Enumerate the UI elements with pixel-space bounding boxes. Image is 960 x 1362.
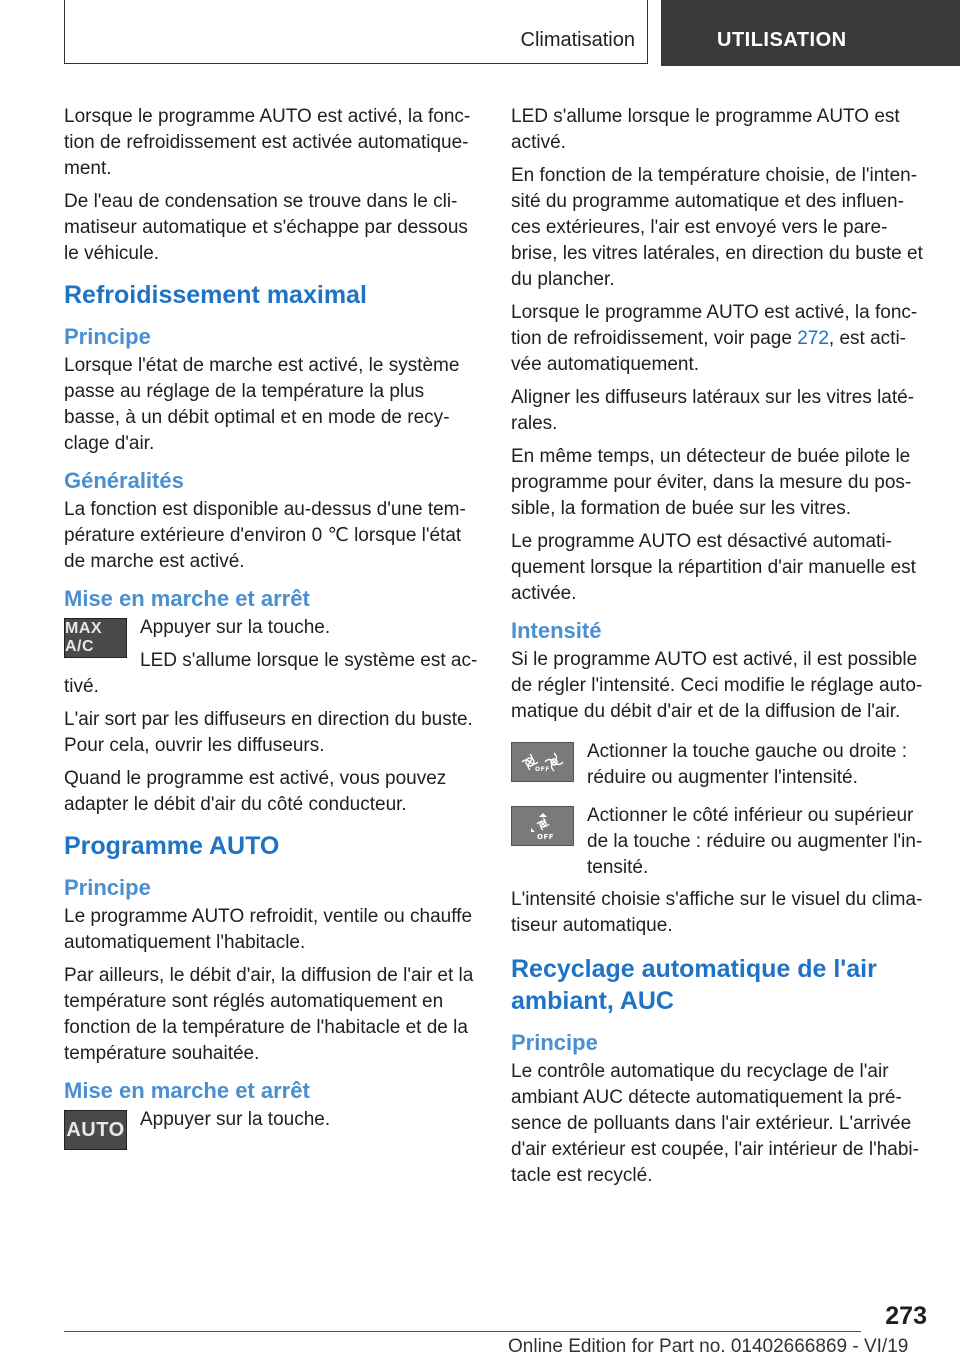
footer-divider bbox=[64, 1331, 861, 1332]
heading-intensite: Intensité bbox=[511, 618, 602, 643]
heading-mise-en-marche: Mise en marche et arrêt bbox=[64, 1078, 310, 1103]
paragraph: Quand le programme est activé, vous pouvez adapter le débit d'air du côté conducteur. bbox=[64, 768, 447, 815]
paragraph: Lorsque le programme AUTO est activé, la fonction de refroidissement est activée automatiquement. bbox=[64, 106, 471, 179]
maxac-button-icon bbox=[64, 618, 127, 658]
auto-instruction bbox=[64, 1107, 480, 1161]
paragraph: Actionner la touche gauche ou droite : réduire ou augmenter l'intensité. bbox=[587, 741, 908, 788]
fan-intensity-left-right-icon bbox=[511, 742, 574, 782]
svg-text:OFF: OFF bbox=[536, 833, 554, 841]
intensity-ud-instruction bbox=[511, 803, 927, 881]
paragraph: Par ailleurs, le débit d'air, la diffusion de l'air et la température sont réglés automatiquement en fonction de la température de l'habitacle et de la température souhaitée. bbox=[64, 965, 474, 1064]
heading-refroidissement-maximal: Refroidissement maximal bbox=[64, 281, 367, 309]
heading-mise-en-marche: Mise en marche et arrêt bbox=[64, 586, 310, 611]
heading-generalites: Généralités bbox=[64, 468, 184, 493]
paragraph: Aligner les diffuseurs latéraux sur les vitres latérales. bbox=[511, 387, 915, 434]
maxac-label: MAX A/C bbox=[65, 620, 103, 655]
header-section-box bbox=[64, 0, 648, 64]
maxac-instruction bbox=[64, 615, 480, 669]
heading-principe: Principe bbox=[64, 875, 151, 900]
paragraph: LED s'allume lorsque le système est activé. bbox=[64, 650, 478, 697]
paragraph: L'air sort par les diffuseurs en direction du buste. Pour cela, ouvrir les diffuseurs. bbox=[64, 709, 473, 756]
paragraph: L'intensité choisie s'affiche sur le visuel du climatiseur automatique. bbox=[511, 889, 923, 936]
right-column bbox=[511, 104, 927, 1196]
intensity-lr-instruction bbox=[511, 739, 927, 793]
paragraph: Appuyer sur la touche. bbox=[140, 617, 331, 638]
footer-edition: Online Edition for Part no. 01402666869 - VI/19 bbox=[508, 1336, 909, 1357]
page-reference-link[interactable]: 272 bbox=[797, 328, 829, 349]
page-number: 273 bbox=[885, 1302, 927, 1330]
heading-principe: Principe bbox=[511, 1030, 598, 1055]
auto-label: AUTO bbox=[66, 1118, 125, 1141]
paragraph: Si le programme AUTO est activé, il est possible de régler l'intensité. Ceci modifie le réglage automatique du débit d'air et de la diffusion de l'air. bbox=[511, 649, 923, 722]
left-column bbox=[64, 104, 480, 1167]
paragraph bbox=[511, 300, 927, 378]
paragraph: Appuyer sur la touche. bbox=[140, 1109, 331, 1130]
paragraph: Le programme AUTO est désactivé automatiquement lorsque la répartition d'air manuelle est activée. bbox=[511, 531, 916, 604]
fan-intensity-up-down-icon bbox=[511, 806, 574, 846]
paragraph: La fonction est disponible au-dessus d'une température extérieure d'environ 0 ℃ lorsque l'état de marche est activé. bbox=[64, 499, 466, 572]
header-chapter-box bbox=[661, 0, 960, 66]
auto-button-icon bbox=[64, 1110, 127, 1150]
paragraph: Le contrôle automatique du recyclage de l'air ambiant AUC détecte automatiquement la présence de polluants dans l'air extérieur. L'arrivée d'air extérieur est coupée, l'air intérieur de l'habitacle est recyclé. bbox=[511, 1061, 919, 1186]
paragraph: En fonction de la température choisie, de l'intensité du programme automatique et des influences extérieures, l'air est envoyé vers le pare-brise, les vitres latérales, en direction du buste et du plancher. bbox=[511, 165, 923, 290]
chapter-title: UTILISATION bbox=[717, 29, 847, 51]
svg-text:OFF: OFF bbox=[534, 766, 550, 773]
heading-recyclage-auc: Recyclage automatique de l'air ambiant, AUC bbox=[511, 955, 877, 1015]
heading-programme-auto: Programme AUTO bbox=[64, 832, 280, 860]
text-run: , est activée automatiquement. bbox=[511, 328, 906, 375]
section-title: Climatisation bbox=[520, 29, 635, 51]
paragraph: Le programme AUTO refroidit, ventile ou chauffe automatiquement l'habitacle. bbox=[64, 906, 473, 953]
paragraph: Actionner le côté inférieur ou supérieur de la touche : réduire ou augmenter l'intensité. bbox=[587, 805, 923, 878]
paragraph: En même temps, un détecteur de buée pilote le programme pour éviter, dans la mesure du possible, la formation de buée sur les vitres. bbox=[511, 446, 912, 519]
heading-principe: Principe bbox=[64, 324, 151, 349]
paragraph: LED s'allume lorsque le programme AUTO est activé. bbox=[511, 106, 900, 153]
text-run: Lorsque le programme AUTO est activé, la fonction de refroidissement, voir page bbox=[511, 302, 918, 349]
paragraph: De l'eau de condensation se trouve dans le climatiseur automatique et s'échappe par dessous le véhicule. bbox=[64, 191, 468, 264]
paragraph: Lorsque l'état de marche est activé, le système passe au réglage de la température la plus basse, à un débit optimal et en mode de recyclage d'air. bbox=[64, 355, 460, 454]
